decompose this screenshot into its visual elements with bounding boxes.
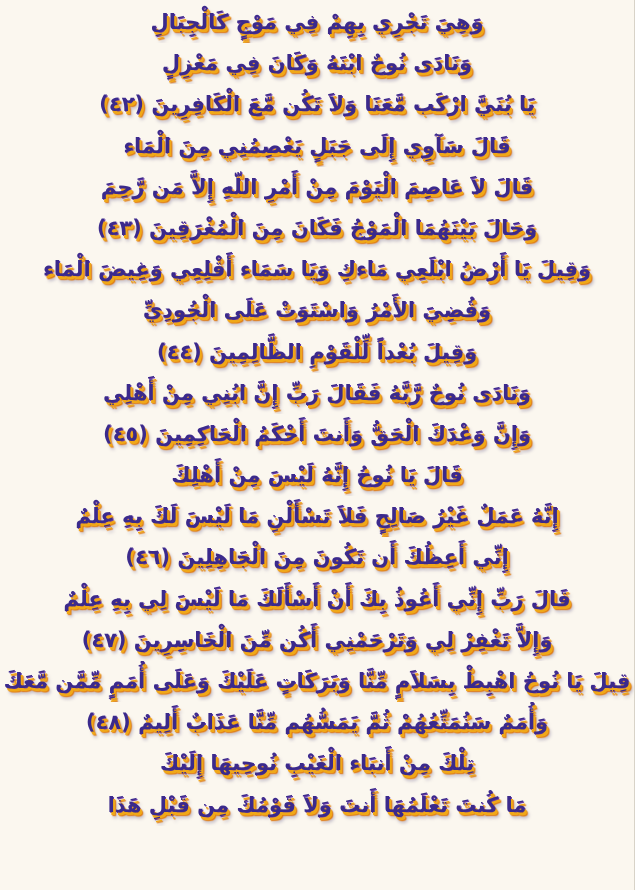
verse-line: إِنِّي أَعِظُكَ أَن تَكُونَ مِنَ الْجَاهِلِينَ (٤٦) bbox=[125, 545, 509, 570]
verse-line: وَقِيلَ بُعْداً لِّلْقَوْمِ الظَّالِمِينَ (٤٤) bbox=[156, 339, 478, 364]
verse-line: وَنَادَى نُوحٌ ابْنَهُ وَكَانَ فِي مَعْزِلٍ bbox=[161, 51, 473, 76]
verse-line: قَالَ يَا نُوحُ إِنَّهُ لَيْسَ مِنْ أَهْلِكَ bbox=[171, 463, 463, 488]
verse-line: وَقُضِيَ الأَمْرُ وَاسْتَوَتْ عَلَى الْجُودِيِّ bbox=[142, 298, 492, 323]
verse-list bbox=[0, 2, 634, 826]
verse-line: وَنَادَى نُوحٌ رَّبَّهُ فَقَالَ رَبِّ إِنَّ ابُنِي مِنْ أَهْلِي bbox=[103, 380, 531, 405]
verse-line: قَالَ سَآوِي إِلَى جَبَلٍ يَعْصِمُنِي مِنَ الْمَاء bbox=[123, 133, 511, 158]
verse-line: وَإِنَّ وَعْدَكَ الْحَقُّ وَأَنتَ أَحْكَمُ الْحَاكِمِينَ (٤٥) bbox=[102, 421, 532, 446]
verse-line: قِيلَ يَا نُوحُ اهْبِطْ بِسَلاَمٍ مِّنَّا وَبَرَكَاتٍ عَلَيْكَ وَعَلَى أُمَمٍ مِّمَّن مَّعَكَ bbox=[3, 669, 631, 693]
verse-line: قَالَ لاَ عَاصِمَ الْيَوْمَ مِنْ أَمْرِ اللّهِ إِلاَّ مَن رَّحِمَ bbox=[100, 174, 534, 199]
verse-line: وَهِيَ تَجْرِي بِهِمْ فِي مَوْجٍ كَالْجِبَالِ bbox=[150, 10, 484, 34]
verse-line: وَحَالَ بَيْنَهُمَا الْمَوْجُ فَكَانَ مِنَ الْمُغْرَقِينَ (٤٣) bbox=[96, 215, 538, 240]
verse-line: إِنَّهُ عَمَلٌ غَيْرُ صَالِحٍ فَلاَ تَسْأَلْنِ مَا لَيْسَ لَكَ بِهِ عِلْمٌ bbox=[75, 504, 559, 529]
verse-line: قَالَ رَبِّ إِنِّي أَعُوذُ بِكَ أَنْ أَسْأَلَكَ مَا لَيْسَ لِي بِهِ عِلْمٌ bbox=[63, 586, 571, 611]
verse-line: تِلْكَ مِنْ أَنبَاء الْغَيْبِ نُوحِيهَا إِلَيْكَ bbox=[159, 751, 475, 776]
verse-line: يَا بُنَيَّ ارْكَب مَّعَنَا وَلاَ تَكُن مَّعَ الْكَافِرِينَ (٤٢) bbox=[99, 92, 535, 117]
verse-line: وَأُمَمٌ سَنُمَتِّعُهُمْ ثُمَّ يَمَسُّهُم مِّنَّا عَذَابٌ أَلِيمٌ (٤٨) bbox=[85, 710, 549, 735]
verse-line: وَقِيلَ يَا أَرْضُ ابْلَعِي مَاءكِ وَيَا سَمَاء أَقْلِعِي وَغِيضَ الْمَاء bbox=[42, 257, 592, 282]
verse-line: وَإِلاَّ تَغْفِرْ لِي وَتَرْحَمْنِي أَكُن مِّنَ الْخَاسِرِينَ (٤٧) bbox=[81, 627, 553, 652]
verse-line: مَا كُنتَ تَعْلَمُهَا أَنتَ وَلاَ قَوْمُكَ مِن قَبْلِ هَذَا bbox=[107, 792, 527, 817]
